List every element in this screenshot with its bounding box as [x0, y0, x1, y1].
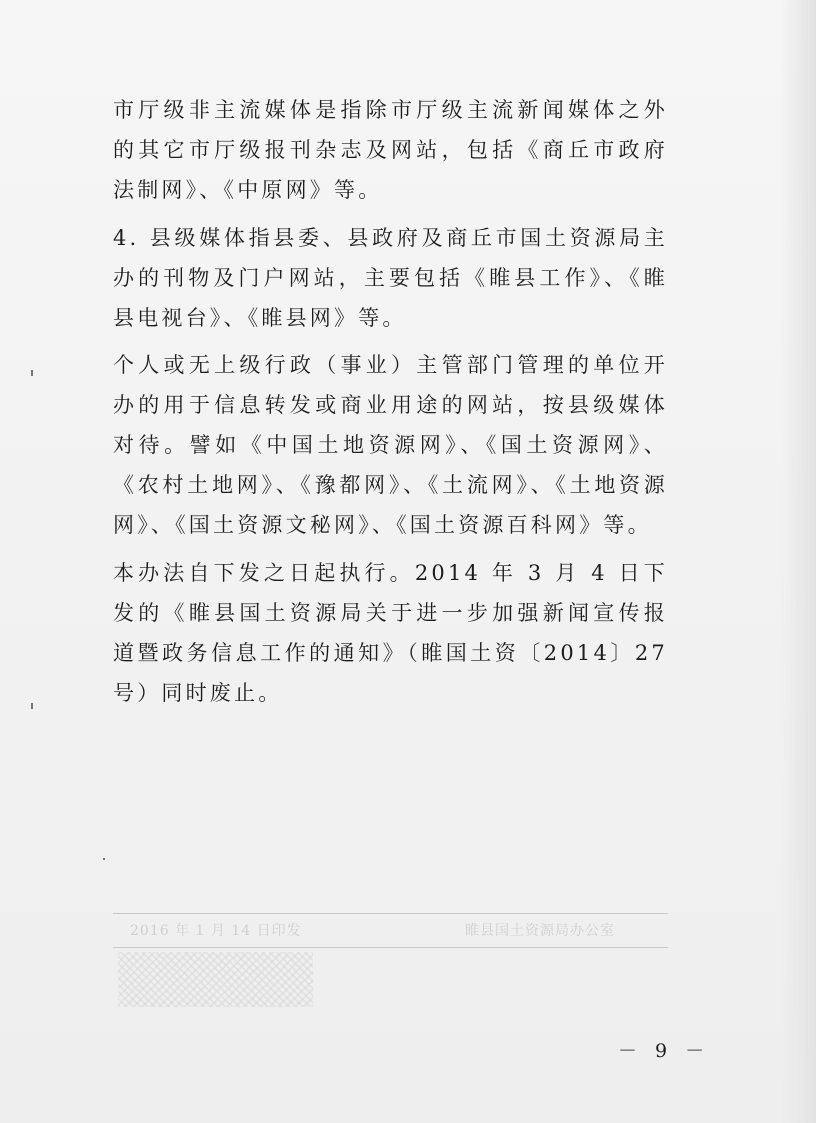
scan-smudge — [118, 952, 313, 1007]
footer-divider-bottom — [113, 947, 668, 948]
body-paragraph: 本办法自下发之日起执行。2014 年 3 月 4 日下发的《睢县国土资源局关于进一步加强新闻宣传报道暨政务信息工作的通知》（睢国土资〔2014〕27 号）同时废止。 — [113, 561, 668, 705]
body-paragraph: 个人或无上级行政（事业）主管部门管理的单位开办的用于信息转发或商业用途的网站，按县级媒体对待。譬如《中国土地资源网》、《国土资源网》、《农村土地网》、《豫都网》、《土流网》、《土地资源网》、《国土资源文秘网》、《国土资源百科网》等。 — [113, 353, 668, 537]
binding-hole-mark — [31, 703, 33, 709]
footer-print-date: 2016 年 1 月 14 日印发 — [130, 923, 302, 939]
page-number: － 9 － — [618, 1040, 711, 1062]
footer-issuer: 睢县国土资源局办公室 — [465, 923, 615, 939]
binding-hole-mark — [31, 370, 33, 376]
footer-divider-top — [113, 913, 668, 914]
scan-edge-shadow — [780, 0, 816, 1123]
scan-speck — [103, 858, 105, 860]
body-paragraph: 4. 县级媒体指县委、县政府及商丘市国土资源局主办的刊物及门户网站，主要包括《睢县工作》、《睢县电视台》、《睢县网》等。 — [113, 226, 668, 330]
body-paragraph: 市厅级非主流媒体是指除市厅级主流新闻媒体之外的其它市厅级报刊杂志及网站，包括《商丘市政府法制网》、《中原网》等。 — [113, 98, 668, 202]
